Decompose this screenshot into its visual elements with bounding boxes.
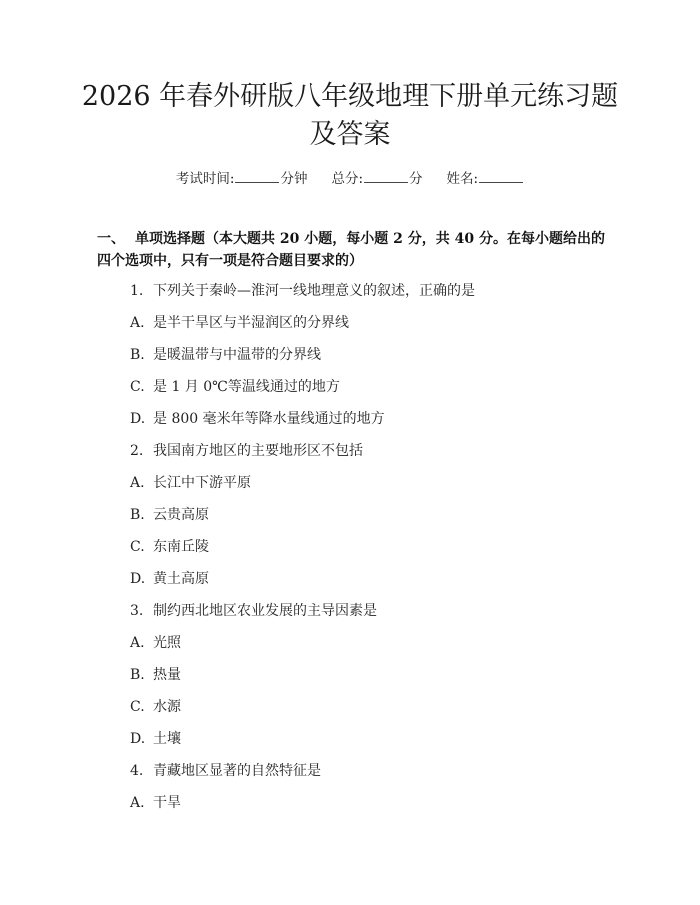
section-heading bbox=[97, 228, 617, 272]
question-stem bbox=[130, 441, 363, 461]
question-text: 我国南方地区的主要地形区不包括 bbox=[153, 443, 363, 459]
option-letter: A. bbox=[130, 635, 145, 651]
option-letter: A. bbox=[130, 315, 145, 331]
score-label: 总分: bbox=[331, 171, 364, 187]
question-text: 下列关于秦岭—淮河一线地理意义的叙述，正确的是 bbox=[153, 283, 475, 299]
question-stem bbox=[130, 281, 475, 301]
option-text: 土壤 bbox=[153, 731, 181, 747]
time-blank bbox=[235, 168, 279, 183]
answer-option bbox=[130, 665, 181, 685]
option-text: 是暖温带与中温带的分界线 bbox=[153, 347, 321, 363]
option-text: 是半干旱区与半湿润区的分界线 bbox=[153, 315, 349, 331]
option-letter: D. bbox=[130, 571, 146, 587]
answer-option bbox=[130, 569, 209, 589]
option-text: 黄土高原 bbox=[153, 571, 209, 587]
answer-option bbox=[130, 633, 181, 653]
answer-option bbox=[130, 313, 349, 333]
option-letter: C. bbox=[130, 539, 145, 555]
name-blank bbox=[479, 168, 523, 183]
option-letter: B. bbox=[130, 667, 145, 683]
question-stem bbox=[130, 761, 321, 781]
option-letter: A. bbox=[130, 795, 145, 811]
exam-info-bar bbox=[0, 168, 700, 189]
answer-option bbox=[130, 793, 181, 813]
option-text: 是 1 月 0℃等温线通过的地方 bbox=[153, 379, 340, 395]
answer-option bbox=[130, 729, 181, 749]
answer-option bbox=[130, 409, 385, 429]
score-unit: 分 bbox=[409, 171, 423, 187]
option-letter: D. bbox=[130, 731, 146, 747]
question-stem bbox=[130, 601, 377, 621]
option-text: 热量 bbox=[153, 667, 181, 683]
document-title-line-1: 2026 年春外研版八年级地理下册单元练习题 bbox=[81, 81, 619, 112]
answer-option bbox=[130, 473, 251, 493]
document-title-line-2: 及答案 bbox=[309, 119, 391, 150]
question-number: 3. bbox=[130, 603, 144, 619]
section-text: 单项选择题（本大题共 20 小题，每小题 2 分，共 40 分。在每小题给出的四个选项中，只有一项是符合题目要求的） bbox=[97, 231, 605, 269]
option-letter: C. bbox=[130, 699, 145, 715]
option-text: 是 800 毫米年等降水量线通过的地方 bbox=[153, 411, 385, 427]
option-letter: B. bbox=[130, 507, 145, 523]
option-letter: B. bbox=[130, 347, 145, 363]
answer-option bbox=[130, 537, 209, 557]
section-number: 一、 bbox=[97, 231, 125, 247]
option-text: 干旱 bbox=[153, 795, 181, 811]
question-number: 1. bbox=[130, 283, 144, 299]
option-letter: C. bbox=[130, 379, 145, 395]
time-unit: 分钟 bbox=[280, 171, 308, 187]
option-text: 长江中下游平原 bbox=[153, 475, 251, 491]
option-letter: A. bbox=[130, 475, 145, 491]
option-text: 云贵高原 bbox=[153, 507, 209, 523]
answer-option bbox=[130, 377, 340, 397]
time-label: 考试时间: bbox=[175, 171, 235, 187]
option-letter: D. bbox=[130, 411, 146, 427]
question-number: 2. bbox=[130, 443, 144, 459]
answer-option bbox=[130, 505, 209, 525]
question-text: 青藏地区显著的自然特征是 bbox=[153, 763, 321, 779]
answer-option bbox=[130, 345, 321, 365]
answer-option bbox=[130, 697, 181, 717]
question-number: 4. bbox=[130, 763, 144, 779]
name-label: 姓名: bbox=[446, 171, 479, 187]
question-text: 制约西北地区农业发展的主导因素是 bbox=[153, 603, 377, 619]
option-text: 水源 bbox=[153, 699, 181, 715]
score-blank bbox=[364, 168, 408, 183]
option-text: 东南丘陵 bbox=[153, 539, 209, 555]
option-text: 光照 bbox=[153, 635, 181, 651]
